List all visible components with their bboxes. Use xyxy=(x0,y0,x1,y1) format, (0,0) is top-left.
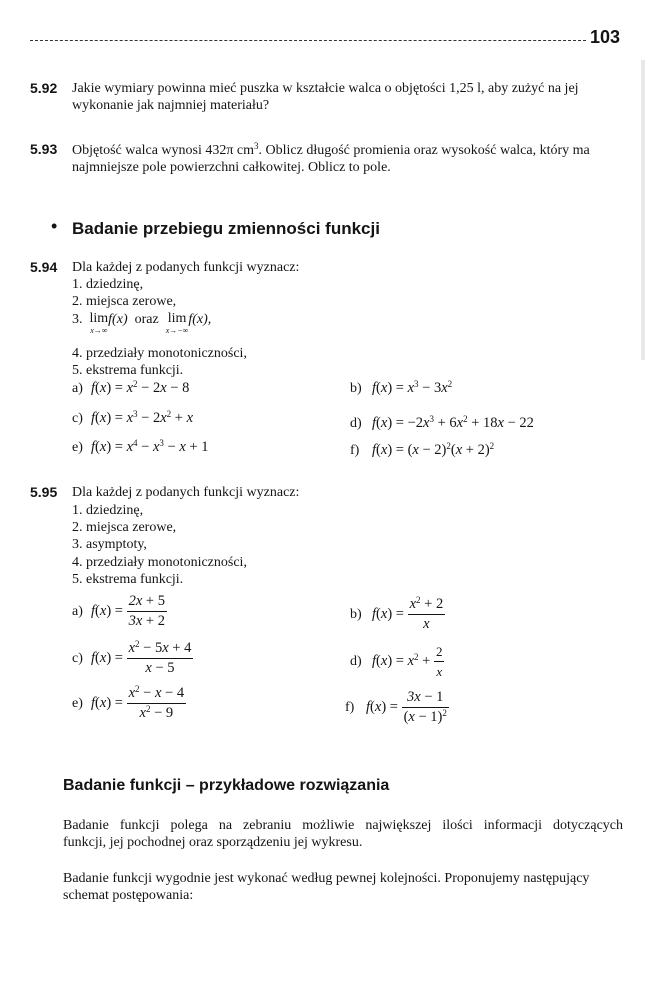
list-item: 4. przedziały monotoniczności, xyxy=(72,346,247,361)
limit-plus-infinity: lim x→∞ xyxy=(89,311,109,335)
label-d: d) xyxy=(350,654,362,669)
function-5-95-d: $f(x) = x^2$ + $\frac{2}{x}$ xyxy=(372,644,443,679)
list-item: 5. ekstrema funkcji. xyxy=(72,363,184,378)
label-b: b) xyxy=(350,607,362,622)
function-5-94-b: $f(x) = x^3 - 3x^2$ xyxy=(372,379,453,396)
header-rule xyxy=(30,40,586,41)
exercise-5-92-line1: Jakie wymiary powinna mieć puszka w kształcie walca o objętości 1,25 l, aby zużyć na jej xyxy=(72,81,579,96)
exercise-5-92-text xyxy=(72,80,632,114)
paragraph-2 xyxy=(63,870,623,904)
function-5-95-a: f(x) = $\frac{2x + 5}{3x + 2}$ xyxy=(91,593,165,629)
section-bullet: • xyxy=(51,216,58,236)
paragraph-1-line2: funkcji, jej pochodnej oraz sporządzeniu jej wykresu. xyxy=(63,835,363,850)
label-f: f) xyxy=(345,700,355,715)
label-f: f) xyxy=(350,443,360,458)
label-d: d) xyxy=(350,416,362,431)
list-item: 1. dziedzinę, xyxy=(72,277,144,292)
paragraph-2-line2: schemat postępowania: xyxy=(63,888,194,903)
function-5-95-c: f(x) = $\frac{x^2 - 5x + 4}{x - 5}$ xyxy=(91,639,192,676)
function-5-94-a: $f(x) = x^2 - 2x - 8$ xyxy=(91,379,190,396)
exercise-5-93-text-b: . Oblicz długość promienia oraz wysokość walca, który ma xyxy=(258,143,590,158)
exercise-number-5-94: 5.94 xyxy=(30,259,58,275)
paragraph-2-line1: Badanie funkcji wygodnie jest wykonać według pewnej kolejności. Proponujemy następujący xyxy=(63,871,590,886)
list-item-limits: 3. lim x→∞ f(x) oraz lim x→−∞ f(x), xyxy=(72,311,212,335)
exercise-5-94-intro: Dla każdej z podanych funkcji wyznacz: xyxy=(72,260,300,275)
list-item: 3. asymptoty, xyxy=(72,537,147,552)
exercise-5-93-sup: 3 xyxy=(254,141,259,151)
list-item: 2. miejsca zerowe, xyxy=(72,520,177,535)
exercise-5-95-intro: Dla każdej z podanych funkcji wyznacz: xyxy=(72,485,300,500)
list-item: 2. miejsca zerowe, xyxy=(72,294,177,309)
label-e: e) xyxy=(72,696,83,711)
list-item: 5. ekstrema funkcji. xyxy=(72,572,184,587)
exercise-number-5-95: 5.95 xyxy=(30,484,58,500)
label-c: c) xyxy=(72,651,83,666)
label-c: c) xyxy=(72,411,83,426)
page-edge-shadow xyxy=(641,60,645,360)
paragraph-1 xyxy=(63,817,623,851)
function-5-95-b: f(x) = $\frac{x^2 + 2}{x}$ xyxy=(372,595,444,632)
paragraph-1-line1: Badanie funkcji polega na zebraniu możliwie największej ilości informacji dotyczących xyxy=(63,818,623,833)
exercise-5-93-line2: najmniejsze pole powierzchni całkowitej. Oblicz to pole. xyxy=(72,160,391,175)
label-a: a) xyxy=(72,604,83,619)
label-a: a) xyxy=(72,381,83,396)
function-5-94-d: $f(x) = -2x^3 + 6x^2 + 18x - 22$ xyxy=(372,414,534,431)
function-5-94-c: $f(x) = x^3 - 2x^2 + x$ xyxy=(91,409,194,426)
list-item: 4. przedziały monotoniczności, xyxy=(72,555,247,570)
section-title-przykladowe-rozwiazania: Badanie funkcji – przykładowe rozwiązania xyxy=(63,777,390,794)
function-5-94-e: $f(x) = x^4 - x^3 - x + 1$ xyxy=(91,438,209,455)
section-title-badanie-przebiegu: Badanie przebiegu zmienności funkcji xyxy=(72,219,380,238)
exercise-number-5-92: 5.92 xyxy=(30,80,58,96)
page-number: 103 xyxy=(590,27,621,47)
function-5-94-f: $f(x) = (x - 2)^2(x + 2)^2$ xyxy=(372,441,495,458)
exercise-5-93-line1 xyxy=(72,142,632,159)
function-5-95-e: f(x) = $\frac{x^2 - x - 4}{x^2 - 9}$ xyxy=(91,684,185,721)
exercise-5-92-line2: wykonanie jak najmniej materiału? xyxy=(72,98,270,113)
label-e: e) xyxy=(72,440,83,455)
label-b: b) xyxy=(350,381,362,396)
limit-minus-infinity: lim x→−∞ xyxy=(165,311,189,335)
exercise-5-93-text-a: Objętość walca wynosi 432π cm xyxy=(72,143,255,158)
list-item: 1. dziedzinę, xyxy=(72,503,144,518)
function-5-95-f: f(x) = $\frac{3x - 1}{(x - 1)^2}$ xyxy=(366,689,447,725)
exercise-5-93-text xyxy=(72,142,632,176)
exercise-number-5-93: 5.93 xyxy=(30,141,58,157)
